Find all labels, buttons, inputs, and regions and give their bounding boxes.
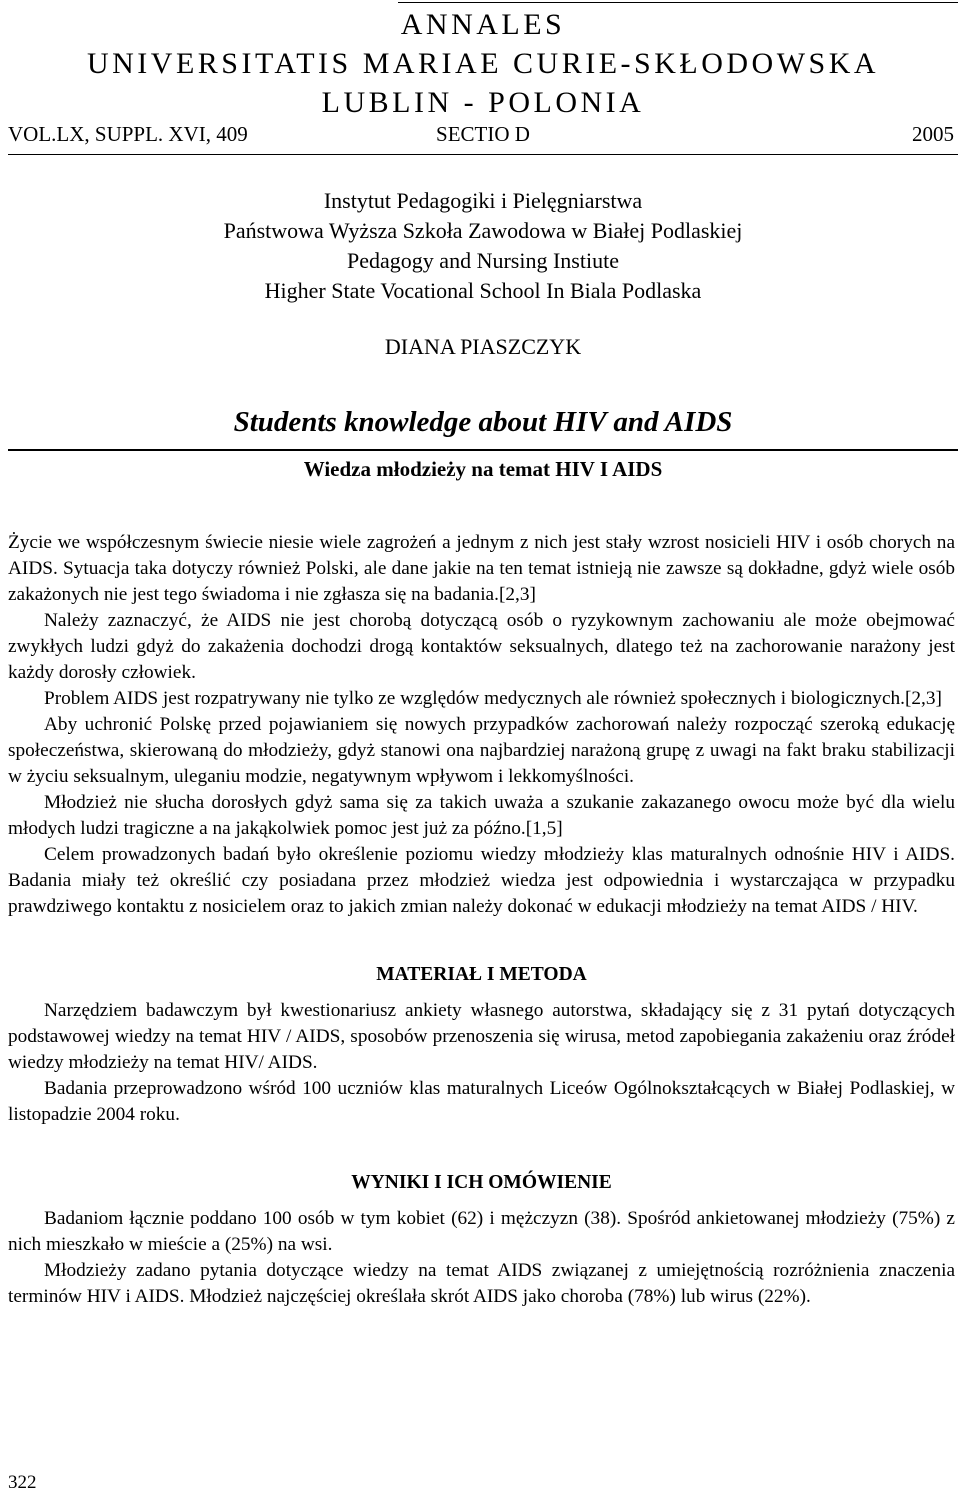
article-title-en: Students knowledge about HIV and AIDS [233, 406, 733, 438]
author-name: DIANA PIASZCZYK [384, 334, 582, 359]
section-heading-results: WYNIKI I ICH OMÓWIENIE [351, 1172, 612, 1193]
paragraph: Badaniom łącznie poddano 100 osób w tym kobiet (62) i mężczyzn (38). Spośród ankietowanej młodzieży (75%) z nich mieszkało w mieście a (25%) na wsi. [8, 1208, 955, 1255]
journal-info-row [8, 118, 958, 155]
journal-title-line2: UNIVERSITATIS MARIAE CURIE-SKŁODOWSKA [86, 47, 880, 80]
section-heading-method: MATERIAŁ I METODA [376, 964, 587, 985]
journal-title-line3: LUBLIN - POLONIA [321, 86, 645, 119]
paragraph: Młodzież nie słucha dorosłych gdyż sama się za takich uważa a szukanie zakazanego owocu może być dla wielu młodych ludzi tragiczne a na jakąkolwiek pomoc jest już za późno.[1,5] [8, 792, 955, 839]
title-rule [8, 449, 958, 451]
paragraph: Życie we współczesnym świecie niesie wiele zagrożeń a jednym z nich jest stały wzrost nosicieli HIV i osób chorych na AIDS. Sytuacja taka dotyczy również Polski, ale dane jakie na ten temat istnieją nie zawsze są dokładne, gdyż wiele osób zakażonych nie jest tego świadoma i nie zgłasza się na badania.[2,3] [8, 532, 955, 605]
paragraph: Problem AIDS jest rozpatrywany nie tylko ze względów medycznych ale również społecznych i biologicznych.[2,3] [44, 688, 942, 709]
journal-title-line1: ANNALES [400, 8, 566, 41]
article-title-pl: Wiedza młodzieży na temat HIV I AIDS [303, 457, 663, 481]
page-number: 322 [8, 1472, 37, 1493]
institution-line: Instytut Pedagogiki i Pielęgniarstwa [323, 188, 643, 213]
institution-line: Pedagogy and Nursing Instiute [347, 248, 619, 273]
journal-year: 2005 [912, 122, 954, 146]
institution-line: Państwowa Wyższa Szkoła Zawodowa w Białej Podlaskiej [223, 218, 743, 243]
journal-section: SECTIO D [436, 122, 530, 146]
top-rule [398, 2, 958, 3]
paragraph: Aby uchronić Polskę przed pojawianiem się nowych przypadków zachorowań należy rozpocząć szeroką edukację społeczeństwa, skierowaną do młodzieży, gdyż stanowi ona najbardziej narażoną grupę z uwagi na fakt braku stabilizacji w życiu seksualnym, uleganiu modzie, negatywnym wpływom i lekkomyślności. [8, 714, 955, 787]
paragraph: Młodzieży zadano pytania dotyczące wiedzy na temat AIDS związanej z umiejętnością rozróżnienia znaczenia terminów HIV i AIDS. Młodzież najczęściej określała skrót AIDS jako choroba (78%) lub wirus (22%). [8, 1260, 955, 1307]
paragraph: Należy zaznaczyć, że AIDS nie jest chorobą dotyczącą osób o ryzykownym zachowaniu ale może obejmować zwykłych ludzi gdyż do zakażenia dochodzi drogą kontaktów seksualnych, dlatego też na zachorowanie narażony jest każdy dorosły człowiek. [8, 610, 955, 683]
paragraph: Narzędziem badawczym był kwestionariusz ankiety własnego autorstwa, składający się z 31 pytań dotyczących podstawowej wiedzy na temat HIV / AIDS, sposobów przenoszenia się wirusa, metod zapobiegania zakażeniu oraz źródeł wiedzy młodzieży na temat HIV/ AIDS. [8, 1000, 955, 1073]
institution-line: Higher State Vocational School In Biala Podlaska [264, 278, 702, 303]
paragraph: Celem prowadzonych badań było określenie poziomu wiedzy młodzieży klas maturalnych odnośnie HIV i AIDS. Badania miały też określić czy posiadana przez młodzież wiedza jest odpowiednia i wystarczająca w przypadku prawdziwego kontaktu z nosicielem oraz to jakich zmian należy dokonać w edukacji młodzieży na temat AIDS / HIV. [8, 844, 955, 917]
journal-page [8, 0, 958, 1499]
journal-volume: VOL.LX, SUPPL. XVI, 409 [8, 122, 248, 146]
article-body [8, 530, 955, 1310]
paragraph: Badania przeprowadzono wśród 100 uczniów klas maturalnych Liceów Ogólnokształcących w Białej Podlaskiej, w listopadzie 2004 roku. [8, 1078, 955, 1125]
